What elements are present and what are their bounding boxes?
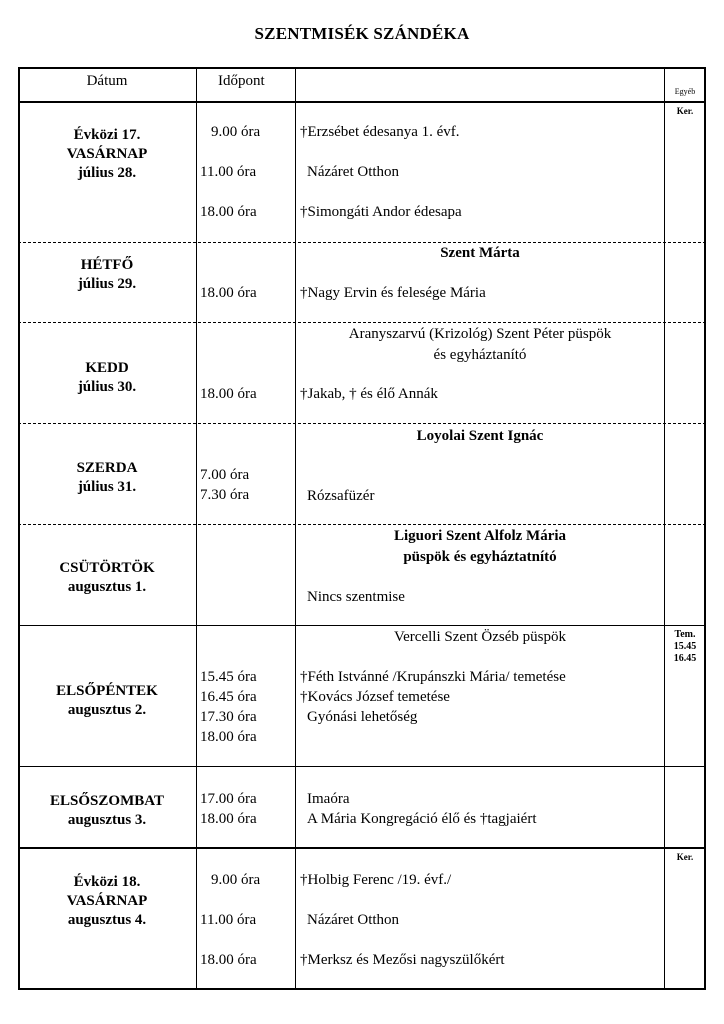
header-time: Időpont — [218, 73, 265, 89]
feast-name: Liguori Szent Alfolz Mária püspök és egyháztatnító — [393, 528, 567, 565]
mass-time: 18.00 óra — [200, 729, 257, 745]
mass-time: 7.30 óra — [200, 487, 250, 503]
row-divider — [18, 847, 706, 849]
date-cell: Évközi 18. VASÁRNAP augusztus 4. — [66, 874, 148, 928]
mass-intention: Gyónási lehetőség — [307, 709, 418, 725]
header-divider — [18, 101, 706, 103]
mass-time: 18.00 óra — [200, 811, 257, 827]
mass-time: 15.45 óra — [200, 669, 257, 685]
mass-intention: †Féth Istvánné /Krupánszki Mária/ temetése — [300, 669, 566, 685]
row-divider — [18, 625, 706, 626]
mass-time: 16.45 óra — [200, 689, 257, 705]
row-divider — [18, 322, 706, 323]
mass-time: 18.00 óra — [200, 204, 257, 220]
mass-intention: †Erzsébet édesanya 1. évf. — [300, 124, 460, 140]
mass-intention: †Kovács József temetése — [300, 689, 450, 705]
date-cell: ELSŐSZOMBAT augusztus 3. — [50, 793, 164, 828]
mass-time: 18.00 óra — [200, 386, 257, 402]
mass-intention: †Simongáti Andor édesapa — [300, 204, 462, 220]
mass-intention: Nincs szentmise — [307, 589, 405, 605]
mass-intention: Rózsafüzér — [307, 488, 375, 504]
row-divider — [18, 524, 706, 525]
row-divider — [18, 423, 706, 424]
mass-intention: Názáret Otthon — [307, 912, 400, 928]
mass-intention: Názáret Otthon — [307, 164, 400, 180]
mass-intention: †Holbig Ferenc /19. évf./ — [300, 872, 452, 888]
mass-time: 9.00 óra — [211, 872, 261, 888]
mass-intention: A Mária Kongregáció élő és †tagjaiért — [307, 811, 537, 827]
mass-intention: †Merksz és Mezősi nagyszülőkért — [300, 952, 505, 968]
mass-time: 18.00 óra — [200, 285, 257, 301]
mass-time: 7.00 óra — [200, 467, 250, 483]
mass-time: 11.00 óra — [200, 912, 257, 928]
feast-name: Loyolai Szent Ignác — [416, 428, 544, 444]
feast-name: Aranyszarvú (Krizológ) Szent Péter püspök és egyháztanító — [348, 326, 612, 363]
header-other: Egyéb — [674, 87, 696, 96]
mass-intention: †Jakab, † és élő Annák — [300, 386, 438, 402]
feast-name: Szent Márta — [440, 245, 520, 261]
date-cell: CSÜTÖRTÖK augusztus 1. — [59, 560, 155, 595]
mass-time: 17.00 óra — [200, 791, 257, 807]
date-cell: ELSŐPÉNTEK augusztus 2. — [56, 683, 158, 718]
column-divider — [196, 67, 197, 990]
date-cell: HÉTFŐ július 29. — [77, 257, 137, 292]
date-cell: SZERDA július 31. — [76, 460, 138, 495]
row-divider — [18, 766, 706, 767]
feast-name: Vercelli Szent Özséb püspök — [393, 629, 567, 645]
mass-time: 18.00 óra — [200, 952, 257, 968]
mass-intention: †Nagy Ervin és felesége Mária — [300, 285, 486, 301]
mass-intention: Imaóra — [307, 791, 350, 807]
other-note: Ker. — [676, 852, 694, 862]
other-note: Ker. — [676, 106, 694, 116]
date-cell: KEDD július 30. — [77, 360, 137, 395]
page-title: SZENTMISÉK SZÁNDÉKA — [254, 24, 470, 43]
date-cell: Évközi 17. VASÁRNAP július 28. — [66, 127, 148, 181]
other-note: Tem. 15.45 16.45 — [673, 629, 697, 664]
mass-time: 9.00 óra — [211, 124, 261, 140]
header-date: Dátum — [86, 73, 128, 89]
mass-time: 17.30 óra — [200, 709, 257, 725]
mass-time: 11.00 óra — [200, 164, 257, 180]
